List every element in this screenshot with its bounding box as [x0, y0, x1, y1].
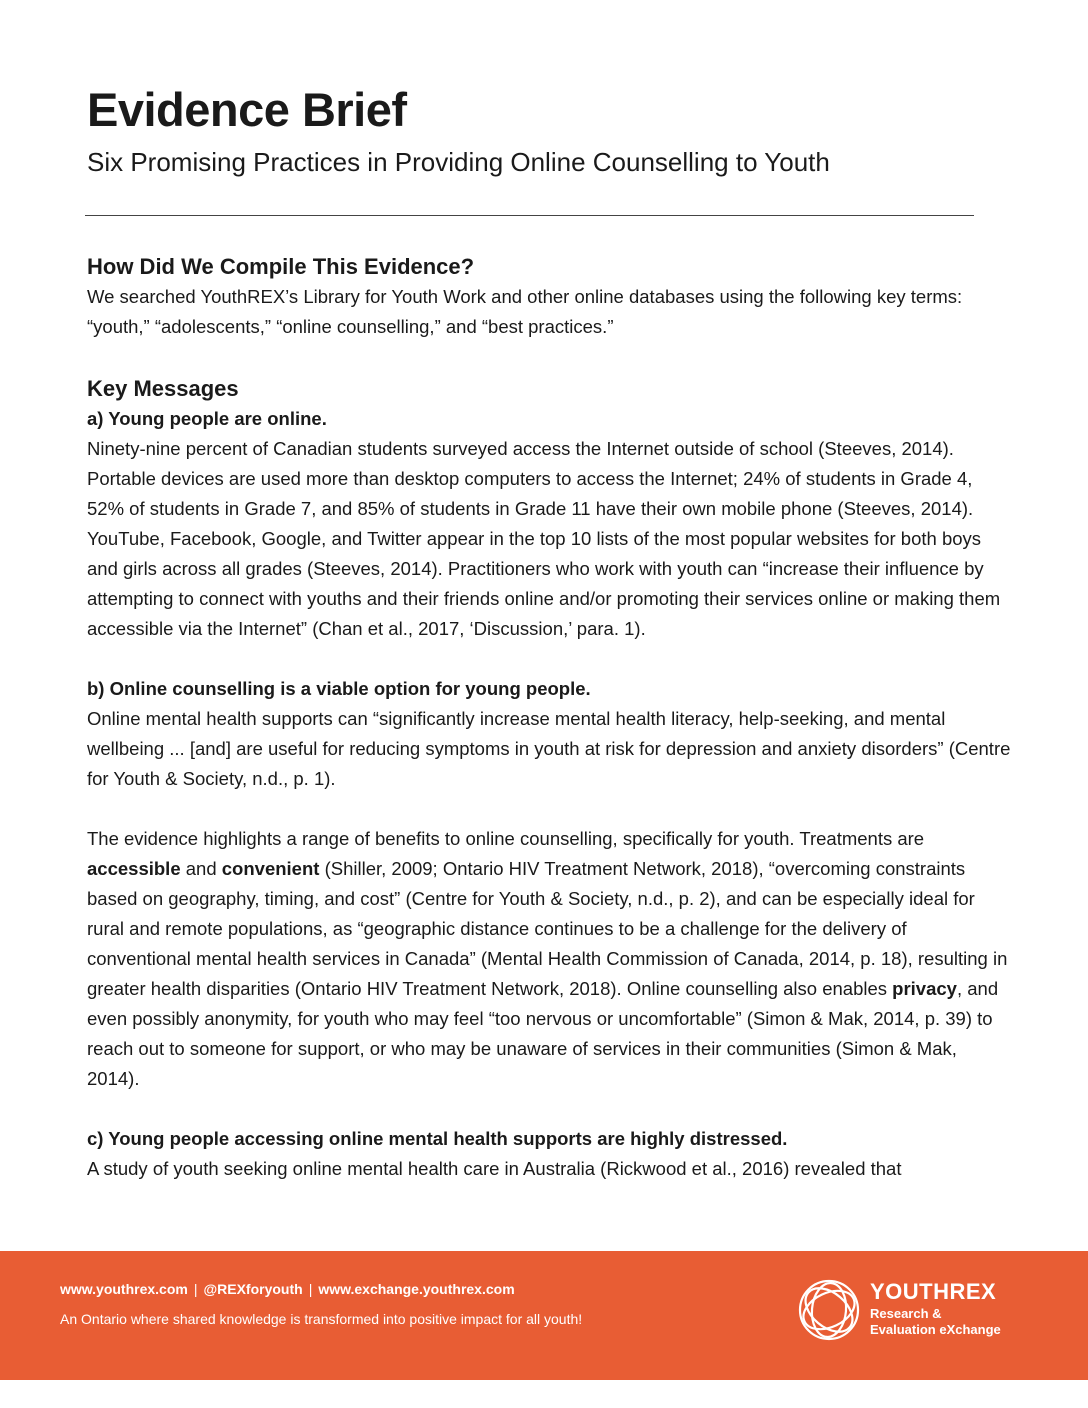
logo-subtitle: Research & Evaluation eXchange	[870, 1306, 1001, 1337]
twitter-link[interactable]: @REXforyouth	[203, 1281, 303, 1297]
message-a-body: Ninety-nine percent of Canadian students surveyed access the Internet outside of school (Steeves, 2014). Portable devices are used more than desktop computers to access the Internet; 24% of students in Grade 4, 52% of students in Grade 7, and 85% of students in Grade 11 have their own mobile phone (Steeves, 2014). YouTube, Facebook, Google, and Twitter appear in the top 10 lists of the most popular websites for both boys and girls across all grades (Steeves, 2014). Practitioners who work with youth can “increase their influence by attempting to connect with youths and their friends online and/or promoting their services online or making them accessible via the Internet” (Chan et al., 2017, ‘Discussion,’ para. 1).	[87, 438, 1001, 639]
emphasis-privacy: privacy	[892, 978, 957, 999]
message-b-paragraph-2: The evidence highlights a range of benefits to online counselling, specifically for youth. Treatments are accessible and convenient (Shiller, 2009; Ontario HIV Treatment Network, 2018), “overcoming constraints based on geography, timing, and cost” (Centre for Youth & Society, n.d., p. 2), and can be especially ideal for rural and remote populations, as “geographic distance continues to be a challenge for the delivery of conventional mental health services in Canada” (Mental Health Commission of Canada, 2014, p. 18), resulting in greater health disparities (Ontario HIV Treatment Network, 2018). Online counselling also enables privacy, and even possibly anonymity, for youth who may feel “too nervous or uncomfortable” (Simon & Mak, 2014, p. 39) to reach out to someone for support, or who may be unaware of services in their communities (Simon & Mak, 2014).	[87, 828, 1008, 1089]
footer-tagline: An Ontario where shared knowledge is transformed into positive impact for all youth!	[60, 1311, 583, 1327]
title-divider	[85, 215, 974, 216]
message-a-heading: a) Young people are online.	[87, 408, 327, 429]
document-body	[87, 80, 1012, 1184]
logo-name: YOUTHREX	[870, 1279, 997, 1304]
page-subtitle: Six Promising Practices in Providing Online Counselling to Youth	[87, 147, 830, 177]
compile-heading: How Did We Compile This Evidence?	[87, 254, 475, 279]
key-messages-heading: Key Messages	[87, 376, 239, 401]
message-c-heading: c) Young people accessing online mental health supports are highly distressed.	[87, 1128, 788, 1149]
emphasis-accessible: accessible	[87, 858, 181, 879]
page-title: Evidence Brief	[87, 83, 407, 136]
website-link[interactable]: www.youthrex.com	[60, 1281, 188, 1297]
message-c-body: A study of youth seeking online mental health care in Australia (Rickwood et al., 2016) revealed that	[87, 1158, 902, 1179]
message-b-heading: b) Online counselling is a viable option for young people.	[87, 678, 591, 699]
footer-banner	[0, 1251, 1088, 1380]
link-separator: |	[193, 1281, 198, 1297]
compile-body: We searched YouthREX’s Library for Youth Work and other online databases using the following key terms: “youth,” “adolescents,” “online counselling,” and “best practices.”	[87, 286, 963, 337]
emphasis-convenient: convenient	[221, 858, 320, 879]
message-b-body: Online mental health supports can “significantly increase mental health literacy, help-seeking, and mental wellbeing ... [and] are useful for reducing symptoms in youth at risk for depression and anxiety disorders” (Centre for Youth & Society, n.d., p. 1).	[87, 708, 1011, 789]
link-separator: |	[308, 1281, 313, 1297]
footer-links	[60, 1281, 515, 1297]
youthrex-logo	[796, 1273, 1056, 1353]
exchange-link[interactable]: www.exchange.youthrex.com	[318, 1281, 515, 1297]
youthrex-logo-icon	[796, 1277, 862, 1343]
